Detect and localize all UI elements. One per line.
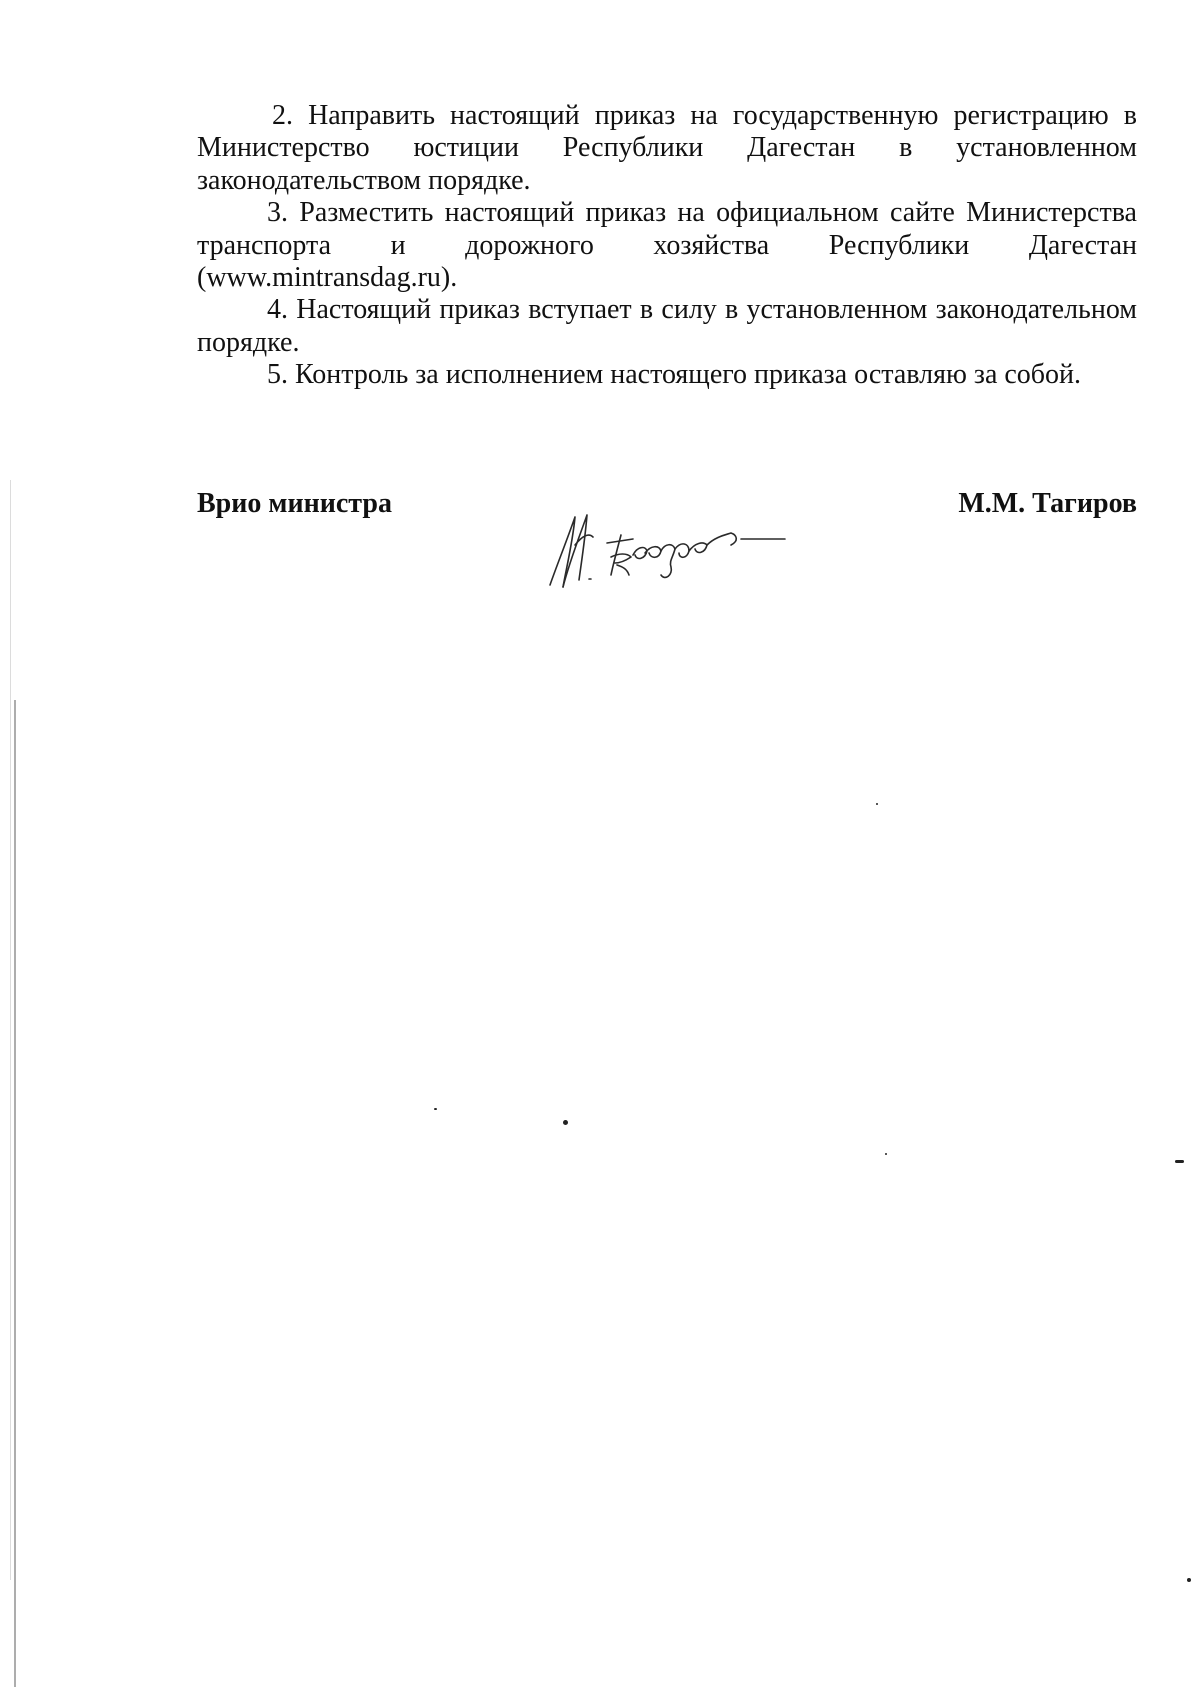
scan-speck [885,1153,887,1155]
signatory-name: М.М. Тагиров [958,488,1137,519]
scan-edge-line [14,700,16,1687]
scan-speck [1187,1578,1191,1582]
scan-speck [434,1108,437,1110]
paragraph-4: 4. Настоящий приказ вступает в силу в установленном законодательном порядке. [197,294,1137,358]
scan-speck [876,803,878,805]
paragraph-5: 5. Контроль за исполнением настоящего приказа оставляю за собой. [267,359,1082,391]
paragraph-3: 3. Разместить настоящий приказ на официальном сайте Министерства транспорта и дорожного хозяйства Республики Дагестан (www.mintransdag.ru). [197,197,1137,294]
signatory-title: Врио министра [197,488,392,519]
scan-edge-shadow [10,480,11,1580]
paragraph-2: 2. Направить настоящий приказ на государственную регистрацию в Министерство юстиции Республики Дагестан в установленном законодательством порядке. [197,100,1137,196]
handwritten-signature [545,505,830,595]
scan-speck [1175,1160,1184,1163]
order-body [197,100,1137,392]
scan-speck [563,1120,568,1125]
